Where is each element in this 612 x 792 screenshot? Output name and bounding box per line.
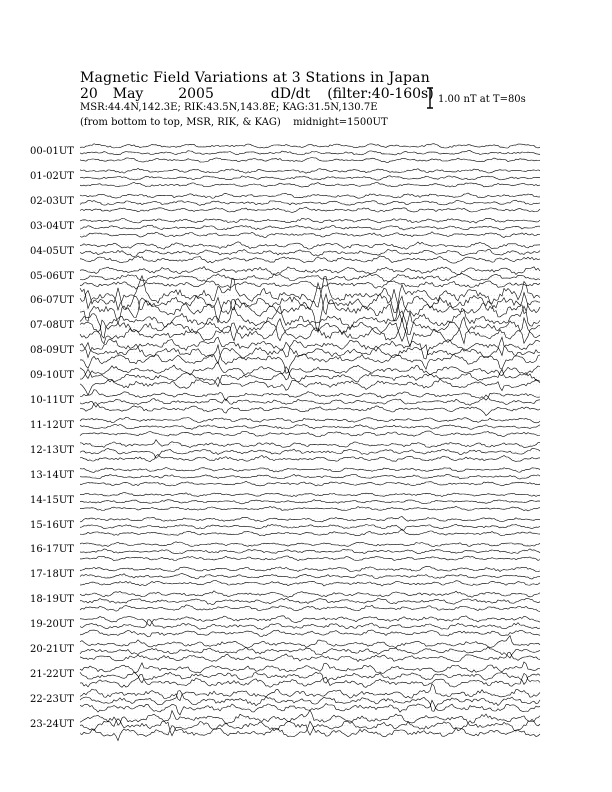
hour-label-16-17UT: 16-17UT [30,544,74,556]
stations-info: MSR:44.4N,142.3E; RIK:43.5N,143.8E; KAG:31.5N,130.7E [80,102,378,113]
trace-11-12UT-RIK [80,424,540,429]
hour-label-15-16UT: 15-16UT [30,519,74,531]
date-month: May [112,86,144,102]
hour-label-01-02UT: 01-02UT [30,170,74,182]
trace-02-03UT-RIK [80,200,540,205]
trace-05-06UT-MSR [80,281,540,289]
hour-label-09-10UT: 09-10UT [30,370,74,382]
hour-label-07-08UT: 07-08UT [30,320,74,332]
chart-title: Magnetic Field Variations at 3 Stations in Japan [80,70,430,86]
trace-14-15UT-KAG [80,492,540,496]
hour-label-12-13UT: 12-13UT [30,444,74,456]
date-year: 2005 [178,86,214,102]
trace-12-13UT-KAG [80,440,540,448]
scale-bar [427,88,433,108]
trace-10-11UT-KAG [80,390,540,401]
trace-17-18UT-MSR [80,580,540,586]
trace-21-22UT-KAG [80,662,540,674]
trace-20-21UT-RIK [80,647,540,658]
hour-label-14-15UT: 14-15UT [30,494,74,506]
trace-08-09UT-KAG [80,337,540,359]
hour-label-00-01UT: 00-01UT [30,146,74,157]
hour-label-03-04UT: 03-04UT [30,220,74,232]
trace-20-21UT-MSR [80,653,540,662]
filter-label: (filter:40-160s) [327,86,434,102]
hour-label-10-11UT: 10-11UT [30,395,74,406]
trace-17-18UT-RIK [80,574,540,579]
hour-label-23-24UT: 23-24UT [30,718,74,730]
trace-08-09UT-RIK [80,337,540,363]
trace-00-01UT-KAG [80,144,540,148]
trace-19-20UT-RIK [80,620,540,630]
trace-23-24UT-KAG [80,710,540,725]
trace-14-15UT-MSR [80,507,540,511]
trace-00-01UT-RIK [80,151,540,155]
trace-23-24UT-MSR [80,721,540,740]
trace-20-21UT-KAG [80,636,540,648]
trace-06-07UT-MSR [80,293,540,333]
trace-15-16UT-MSR [80,529,540,536]
scale-bar-label: 1.00 nT at T=80s [438,94,526,105]
midnight-text: midnight=1500UT [293,117,388,128]
trace-17-18UT-KAG [80,567,540,572]
hour-label-06-07UT: 06-07UT [30,295,74,307]
quantity-label: dD/dt [270,86,311,102]
order-text: (from bottom to top, MSR, RIK, & KAG) [80,117,281,128]
trace-04-05UT-RIK [80,249,540,256]
trace-22-23UT-KAG [80,684,540,701]
hour-label-08-09UT: 08-09UT [30,345,74,357]
trace-16-17UT-KAG [80,542,540,547]
hour-label-22-23UT: 22-23UT [30,693,74,705]
hour-label-11-12UT: 11-12UT [30,419,74,431]
trace-21-22UT-RIK [80,672,540,684]
trace-15-16UT-RIK [80,524,540,530]
hour-label-17-18UT: 17-18UT [30,569,74,581]
hour-label-04-05UT: 04-05UT [30,245,74,257]
hour-label-05-06UT: 05-06UT [30,270,74,282]
trace-18-19UT-RIK [80,598,540,604]
trace-19-20UT-MSR [80,630,540,637]
trace-19-20UT-KAG [80,616,540,626]
hour-label-02-03UT: 02-03UT [30,195,74,207]
trace-10-11UT-RIK [80,395,540,407]
hour-label-19-20UT: 19-20UT [30,619,74,631]
trace-07-08UT-RIK [80,312,540,344]
hour-label-20-21UT: 20-21UT [30,644,74,655]
hour-label-21-22UT: 21-22UT [30,668,74,680]
trace-12-13UT-RIK [80,448,540,458]
date-day: 20 [80,86,98,102]
trace-12-13UT-MSR [80,454,540,461]
trace-11-12UT-KAG [80,417,540,423]
hour-label-13-14UT: 13-14UT [30,469,74,481]
trace-13-14UT-KAG [80,468,540,473]
trace-06-07UT-KAG [80,276,540,313]
hour-label-18-19UT: 18-19UT [30,594,74,606]
trace-15-16UT-KAG [80,517,540,523]
